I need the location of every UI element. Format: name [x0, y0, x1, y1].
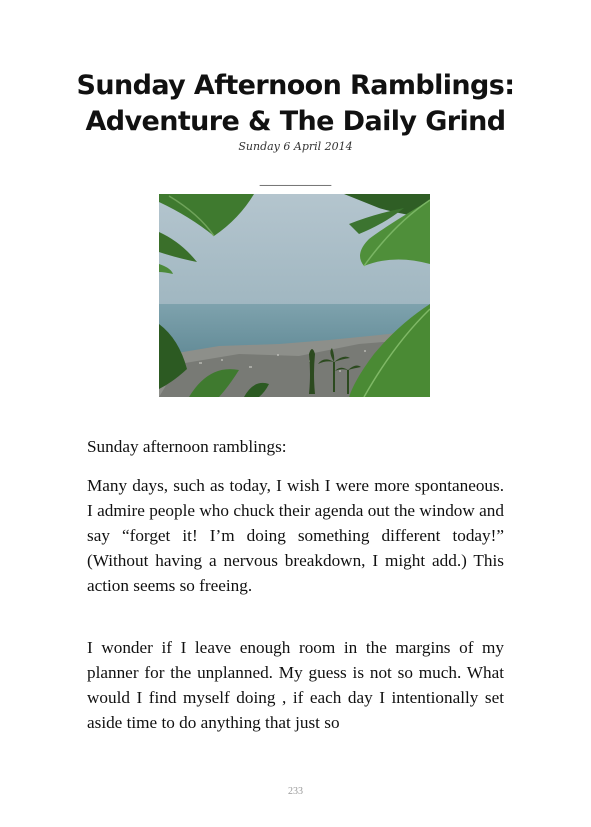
paragraph-2: Many days, such as today, I wish I were more spontaneous. I admire people who chuck their agenda out the window and say “forget it! I’m doing something different today!” (Without having a nervous breakdown, I might add.) This action seems so freeing. [87, 476, 504, 595]
title-line-1: Sunday Afternoon Ramblings: [76, 70, 515, 101]
paragraph-1: Sunday afternoon ramblings: [87, 437, 287, 456]
paragraph-3: I wonder if I leave enough room in the margins of my planner for the unplanned. My guess is not so much. What would I find myself doing , if each day I intentionally set aside time to do anything that just so [87, 638, 504, 732]
article-title [40, 68, 551, 140]
landscape-photo [159, 194, 430, 397]
divider-line: ___________ [259, 172, 332, 187]
page-number: 233 [288, 786, 303, 797]
title-line-2: Adventure & The Daily Grind [85, 106, 506, 137]
article-date: Sunday 6 April 2014 [238, 140, 353, 153]
